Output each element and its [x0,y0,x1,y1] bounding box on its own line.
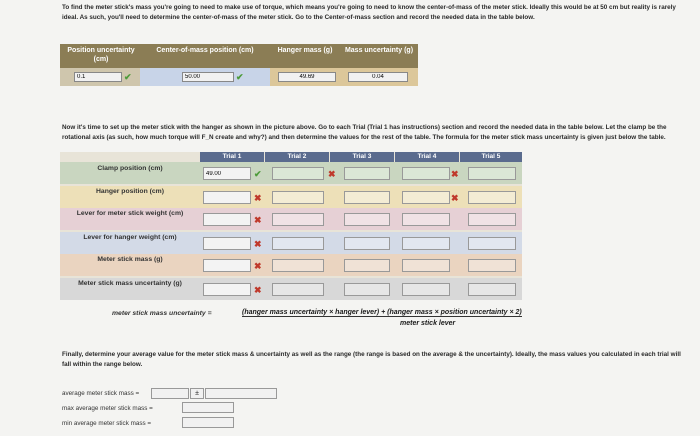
cross-icon: ✖ [254,239,262,249]
trial5-clamp-input[interactable] [468,167,516,180]
row-label-mass-uncertainty: Meter stick mass uncertainty (g) [78,280,182,287]
com-table [60,44,418,86]
cross-icon: ✖ [254,193,262,203]
trial5-lever-stick-input[interactable] [468,213,516,226]
header-mass-uncertainty: Mass uncertainty (g) [344,47,414,54]
row-label-lever-hanger: Lever for hanger weight (cm) [83,234,177,241]
formula-denominator: meter stick lever [400,320,456,327]
average-mass-label: average meter stick mass = [62,390,140,397]
col-trial-5: Trial 5 [460,152,522,162]
cross-icon: ✖ [451,193,459,203]
trial3-lever-stick-input[interactable] [344,213,390,226]
trial4-clamp-input[interactable] [402,167,450,180]
trial4-hanger-position-input[interactable] [402,191,450,204]
trial2-lever-hanger-input[interactable] [272,237,324,250]
position-uncertainty-input[interactable] [74,72,122,82]
average-mass-input[interactable] [151,388,189,399]
trial2-stick-mass-input[interactable] [272,259,324,272]
trial2-hanger-position-input[interactable] [272,191,324,204]
trial3-clamp-input[interactable] [344,167,390,180]
com-table-row [60,68,418,86]
com-table-header [60,44,418,68]
trial2-clamp-input[interactable] [272,167,324,180]
trial1-clamp-input[interactable] [203,167,251,180]
header-hanger-mass: Hanger mass (g) [277,47,333,54]
check-icon: ✔ [124,72,132,82]
min-average-input[interactable] [182,417,234,428]
trial5-hanger-position-input[interactable] [468,191,516,204]
max-average-label: max average meter stick mass = [62,405,153,412]
trial3-uncertainty-input[interactable] [344,283,390,296]
trial1-lever-hanger-input[interactable] [203,237,251,250]
plus-minus-label: ± [190,388,204,399]
trial1-hanger-position-input[interactable] [203,191,251,204]
trial4-stick-mass-input[interactable] [402,259,450,272]
col-trial-2: Trial 2 [265,152,329,162]
col-trial-1: Trial 1 [200,152,264,162]
col-trial-4: Trial 4 [395,152,459,162]
row-label-hanger-position: Hanger position (cm) [96,188,164,195]
final-text: Finally, determine your average value for the meter stick mass & uncertainty as well as the range (the range is based on the average & the uncertainty). Ideally, the mass values you calculated in each trial will fall within the range below. [62,351,681,368]
cross-icon: ✖ [328,169,336,179]
com-position-input[interactable] [182,72,234,82]
trial2-lever-stick-input[interactable] [272,213,324,226]
intro-text: To find the meter stick's mass you're going to need to make use of torque, which means you're going to need to know the center-of-mass of the meter stick. Ideally this would be at 50 cm but reality is rarely ideal. As such, you'll need to determine the center-of-mass of the meter stick. Go to the Center-of-mass section and record the needed data in the table below. [62,4,676,21]
trial5-stick-mass-input[interactable] [468,259,516,272]
row-label-clamp-position: Clamp position (cm) [97,165,163,172]
trial1-lever-stick-input[interactable] [203,213,251,226]
mass-uncertainty-input[interactable] [348,72,408,82]
trial5-lever-hanger-input[interactable] [468,237,516,250]
trial4-lever-stick-input[interactable] [402,213,450,226]
cross-icon: ✖ [451,169,459,179]
header-position-uncertainty: Position uncertainty (cm) [67,47,135,63]
trial5-uncertainty-input[interactable] [468,283,516,296]
cross-icon: ✖ [254,285,262,295]
trial3-stick-mass-input[interactable] [344,259,390,272]
trial1-stick-mass-input[interactable] [203,259,251,272]
trial2-uncertainty-input[interactable] [272,283,324,296]
cross-icon: ✖ [254,215,262,225]
trial4-uncertainty-input[interactable] [402,283,450,296]
min-average-label: min average meter stick mass = [62,420,152,427]
row-label-lever-meter-stick: Lever for meter stick weight (cm) [76,210,184,217]
average-uncertainty-input[interactable] [205,388,277,399]
instructions-text: Now it's time to set up the meter stick with the hanger as shown in the picture above. Go to each Trial (Trial 1 has instructions) section and record the needed data in the table below. Let the clamp be the rotational axis (as such, how much torque will F_N create and why?) and then determine the values for the rest of the table. The formula for the meter stick mass uncertainty is given just below the table. [62,124,667,141]
formula-numerator: (hanger mass uncertainty × hanger lever) + (hanger mass × position uncertainty × 2) [242,309,522,316]
hanger-mass-input[interactable] [278,72,336,82]
trial1-uncertainty-input[interactable] [203,283,251,296]
col-trial-3: Trial 3 [330,152,394,162]
cross-icon: ✖ [254,261,262,271]
header-com-position: Center-of-mass position (cm) [156,47,254,54]
trials-table [60,152,522,300]
trial3-hanger-position-input[interactable] [344,191,390,204]
max-average-input[interactable] [182,402,234,413]
row-label-meter-stick-mass: Meter stick mass (g) [97,256,163,263]
check-icon: ✔ [254,169,262,179]
trial3-lever-hanger-input[interactable] [344,237,390,250]
trial4-lever-hanger-input[interactable] [402,237,450,250]
formula-lhs: meter stick mass uncertainty = [112,310,212,317]
check-icon: ✔ [236,72,244,82]
